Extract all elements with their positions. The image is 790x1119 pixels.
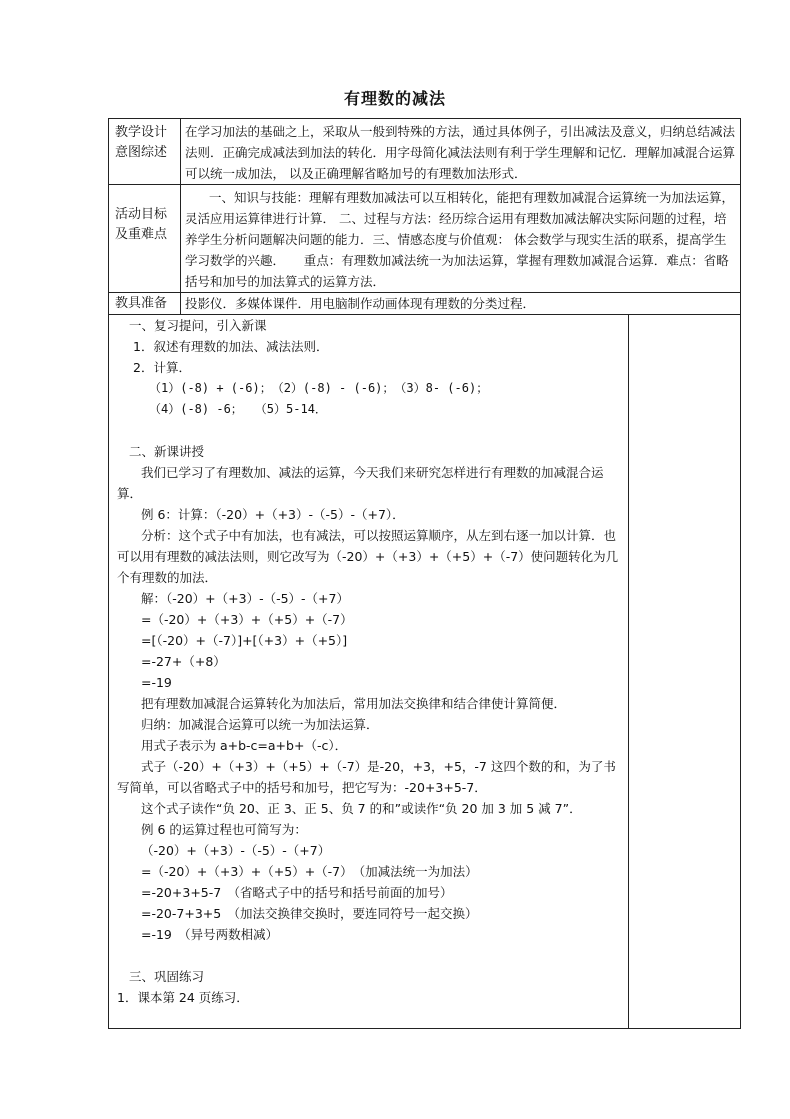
calc-line-1: （1）(-8) + (-6)； （2）(-8) - (-6)； （3）8- (-6)； <box>149 381 489 395</box>
example-6-brief: 例 6 的运算过程也可简写为： <box>141 822 307 837</box>
prep-label: 教具准备 <box>109 293 181 315</box>
solution-line-3: =[（-20）+（-7）]+[（+3）+（+5）] <box>141 633 348 648</box>
section3-heading: 三、巩固练习 <box>129 969 205 984</box>
main-content <box>109 315 629 1029</box>
note-1: 把有理数加减混合运算转化为加法后，常用加法交换律和结合律使计算简便． <box>141 696 567 711</box>
goals-row <box>109 185 741 293</box>
section2-heading: 二、新课讲授 <box>129 444 205 459</box>
design-text: 在学习加法的基础之上，采取从一般到特殊的方法，通过具体例子，引出减法及意义，归纳总结减法法则．正确完成减法到加法的转化．用字母简化减法法则有利于学生理解和记忆．理解加减混合运算可以统一成加法， 以及正确理解省略加号的有理数加法形式． <box>181 119 741 185</box>
brief-line-2: =（-20）+（+3）+（+5）+（-7） （加减法统一为加法） <box>141 864 478 879</box>
brief-line-5: =-19 （异号两数相减） <box>141 927 279 942</box>
design-row <box>109 119 741 185</box>
analysis: 分析：这个式子中有加法，也有减法，可以按照运算顺序，从左到右逐一加以计算．也可以用有理数的减法法则，则它改写为（-20）+（+3）+（+5）+（-7）使问题转化为几个有理数的加法． <box>117 528 619 585</box>
design-label: 教学设计意图综述 <box>109 119 181 185</box>
side-notes-column <box>629 315 741 1029</box>
main-row <box>109 315 741 1029</box>
practice-item-1: 1．课本第 24 页练习． <box>117 990 249 1005</box>
prep-row <box>109 293 741 315</box>
prep-text: 投影仪．多媒体课件．用电脑制作动画体现有理数的分类过程． <box>181 293 741 315</box>
example-6: 例 6：计算：（-20）+（+3）-（-5）-（+7）． <box>141 507 405 522</box>
review-item-1: 1．叙述有理数的加法、减法法则． <box>133 339 329 354</box>
brief-line-3: =-20+3+5-7 （省略式子中的括号和括号前面的加号） <box>141 885 453 900</box>
solution-line-4: =-27+（+8） <box>141 654 226 669</box>
note-3: 用式子表示为 a+b-c=a+b+（-c）． <box>141 738 348 753</box>
goals-text: 一、知识与技能：理解有理数加减法可以互相转化，能把有理数加减混合运算统一为加法运算，灵活应用运算律进行计算． 二、过程与方法：经历综合运用有理数加减法解决实际问题的过程，培养学生分析问题解决问题的能力．三、情感态度与价值观： 体会数学与现实生活的联系，提高学生学习数学的兴趣． 重点：有理数加减法统一为加法运算，掌握有理数加减混合运算．难点：省略括号和加号的加法算式的运算方法． <box>181 185 741 293</box>
page-title: 有理数的减法 <box>343 89 446 108</box>
calc-line-2: （4）(-8) -6； （5）5-14． <box>149 402 327 416</box>
solution-line-5: =-19 <box>141 675 172 690</box>
brief-line-4: =-20-7+3+5 （加法交换律交换时，要连同符号一起交换） <box>141 906 478 921</box>
lesson-plan-table <box>108 118 741 1029</box>
goals-label: 活动目标及重难点 <box>109 185 181 293</box>
solution-line-2: =（-20）+（+3）+（+5）+（-7） <box>141 612 353 627</box>
review-item-2: 2．计算． <box>133 360 191 375</box>
note-4: 式子（-20）+（+3）+（+5）+（-7）是-20，+3，+5，-7 这四个数的和，为了书写简单，可以省略式子中的括号和加号，把它写为：-20+3+5-7． <box>117 759 616 795</box>
section2-intro: 我们已学习了有理数加、减法的运算，今天我们来研究怎样进行有理数的加减混合运算． <box>117 465 604 501</box>
solution-line-1: 解：（-20）+（+3）-（-5）-（+7） <box>141 591 349 606</box>
brief-line-1: （-20）+（+3）-（-5）-（+7） <box>141 843 331 858</box>
section1-heading: 一、复习提问，引入新课 <box>129 318 267 333</box>
note-2: 归纳：加减混合运算可以统一为加法运算． <box>141 717 379 732</box>
note-5: 这个式子读作“负 20、正 3、正 5、负 7 的和”或读作“负 20 加 3 加 5 减 7”． <box>141 801 582 816</box>
